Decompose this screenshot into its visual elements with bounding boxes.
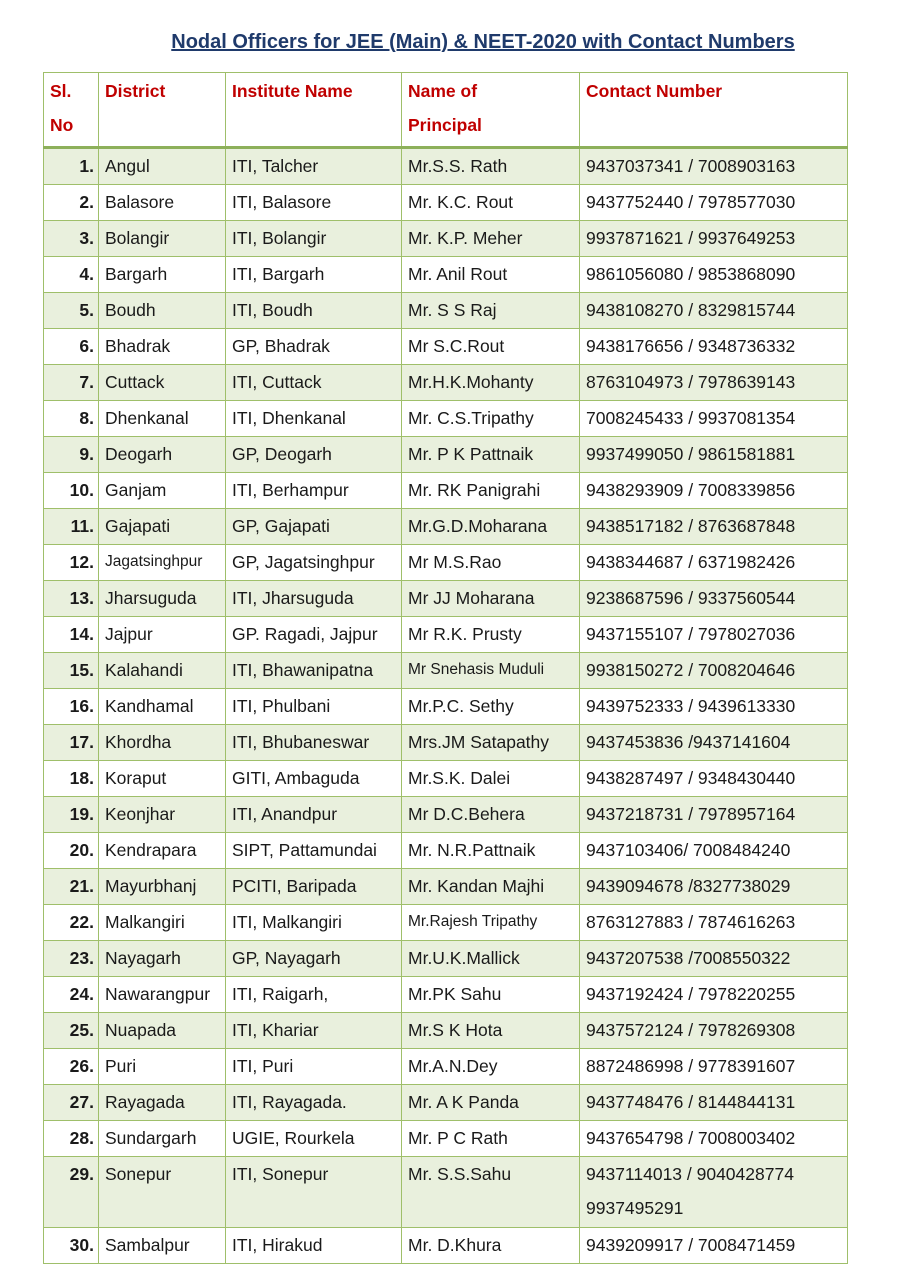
table-row: [44, 329, 848, 365]
row-principal: Mr.H.K.Mohanty: [402, 365, 580, 401]
row-sl-no: 27.: [44, 1085, 99, 1121]
row-contact: 9438517182 / 8763687848: [580, 509, 848, 545]
row-institute: ITI, Boudh: [226, 293, 402, 329]
row-institute: ITI, Puri: [226, 1049, 402, 1085]
row-district: Gajapati: [99, 509, 226, 545]
row-sl-no: 21.: [44, 869, 99, 905]
table-row: [44, 725, 848, 761]
row-contact: 9437192424 / 7978220255: [580, 977, 848, 1013]
table-row: [44, 761, 848, 797]
row-principal: Mr. N.R.Pattnaik: [402, 833, 580, 869]
row-principal: Mr Snehasis Muduli: [402, 653, 580, 689]
table-row: [44, 617, 848, 653]
header-principal-line1: Name of: [408, 81, 478, 101]
row-sl-no: 30.: [44, 1228, 99, 1264]
row-institute: ITI, Jharsuguda: [226, 581, 402, 617]
row-contact: 9861056080 / 9853868090: [580, 257, 848, 293]
table-row: [44, 1121, 848, 1157]
row-district: Rayagada: [99, 1085, 226, 1121]
nodal-officers-table: [43, 72, 848, 1264]
row-district: Cuttack: [99, 365, 226, 401]
row-contact: 9439752333 / 9439613330: [580, 689, 848, 725]
table-row: [44, 437, 848, 473]
row-principal: Mr.S.K. Dalei: [402, 761, 580, 797]
row-contact-extra: 9937495291: [586, 1198, 684, 1218]
header-principal-line2: Principal: [408, 115, 482, 135]
row-institute: ITI, Rayagada.: [226, 1085, 402, 1121]
row-principal: Mr. S.S.Sahu: [402, 1157, 580, 1228]
row-district: Jajpur: [99, 617, 226, 653]
row-contact: 9437654798 / 7008003402: [580, 1121, 848, 1157]
row-district: Khordha: [99, 725, 226, 761]
row-principal: Mr. Kandan Majhi: [402, 869, 580, 905]
header-sl-line2: No: [50, 115, 74, 135]
row-sl-no: 17.: [44, 725, 99, 761]
table-body: [44, 148, 848, 1264]
row-contact: 9437453836 /9437141604: [580, 725, 848, 761]
row-institute: ITI, Bolangir: [226, 221, 402, 257]
row-sl-no: 16.: [44, 689, 99, 725]
row-sl-no: 1.: [44, 148, 99, 185]
table-row: [44, 185, 848, 221]
table-row: [44, 581, 848, 617]
row-sl-no: 6.: [44, 329, 99, 365]
row-district: Nawarangpur: [99, 977, 226, 1013]
row-principal: Mr. K.P. Meher: [402, 221, 580, 257]
row-institute: ITI, Balasore: [226, 185, 402, 221]
table-row: [44, 977, 848, 1013]
row-district: Mayurbhanj: [99, 869, 226, 905]
row-sl-no: 13.: [44, 581, 99, 617]
table-row: [44, 545, 848, 581]
row-sl-no: 3.: [44, 221, 99, 257]
row-institute: ITI, Hirakud: [226, 1228, 402, 1264]
row-district: Kendrapara: [99, 833, 226, 869]
table-row: [44, 1049, 848, 1085]
row-sl-no: 14.: [44, 617, 99, 653]
row-contact: 8872486998 / 9778391607: [580, 1049, 848, 1085]
row-contact: 9937871621 / 9937649253: [580, 221, 848, 257]
row-district: Bhadrak: [99, 329, 226, 365]
row-district: Dhenkanal: [99, 401, 226, 437]
row-principal: Mr. P K Pattnaik: [402, 437, 580, 473]
row-institute: ITI, Khariar: [226, 1013, 402, 1049]
row-principal: Mr. S S Raj: [402, 293, 580, 329]
row-district: Ganjam: [99, 473, 226, 509]
row-sl-no: 15.: [44, 653, 99, 689]
row-institute: GP. Ragadi, Jajpur: [226, 617, 402, 653]
header-principal: [402, 73, 580, 148]
table-row: [44, 869, 848, 905]
table-row: [44, 473, 848, 509]
table-row: [44, 1013, 848, 1049]
row-principal: Mr.PK Sahu: [402, 977, 580, 1013]
row-institute: GP, Deogarh: [226, 437, 402, 473]
header-sl-line1: Sl.: [50, 81, 72, 101]
row-sl-no: 12.: [44, 545, 99, 581]
row-contact: 7008245433 / 9937081354: [580, 401, 848, 437]
row-principal: Mr M.S.Rao: [402, 545, 580, 581]
row-contact: 9438176656 / 9348736332: [580, 329, 848, 365]
row-district: Angul: [99, 148, 226, 185]
row-sl-no: 18.: [44, 761, 99, 797]
row-institute: ITI, Dhenkanal: [226, 401, 402, 437]
row-contact: 9437037341 / 7008903163: [580, 148, 848, 185]
row-institute: ITI, Raigarh,: [226, 977, 402, 1013]
row-sl-no: 20.: [44, 833, 99, 869]
row-institute: SIPT, Pattamundai: [226, 833, 402, 869]
header-district: District: [99, 73, 226, 148]
row-institute: GITI, Ambaguda: [226, 761, 402, 797]
row-district: Nuapada: [99, 1013, 226, 1049]
row-district: Kalahandi: [99, 653, 226, 689]
row-institute: ITI, Bargarh: [226, 257, 402, 293]
row-institute: UGIE, Rourkela: [226, 1121, 402, 1157]
row-district: Sonepur: [99, 1157, 226, 1228]
row-contact: 9238687596 / 9337560544: [580, 581, 848, 617]
row-contact: 9938150272 / 7008204646: [580, 653, 848, 689]
row-district: Sambalpur: [99, 1228, 226, 1264]
row-contact: [580, 1157, 848, 1228]
row-district: Nayagarh: [99, 941, 226, 977]
row-sl-no: 28.: [44, 1121, 99, 1157]
row-contact: 9937499050 / 9861581881: [580, 437, 848, 473]
row-principal: Mr.G.D.Moharana: [402, 509, 580, 545]
row-district: Keonjhar: [99, 797, 226, 833]
row-principal: Mrs.JM Satapathy: [402, 725, 580, 761]
row-principal: Mr D.C.Behera: [402, 797, 580, 833]
row-district: Kandhamal: [99, 689, 226, 725]
row-principal: Mr.S.S. Rath: [402, 148, 580, 185]
table-row: [44, 941, 848, 977]
row-district: Koraput: [99, 761, 226, 797]
row-institute: GP, Nayagarh: [226, 941, 402, 977]
row-sl-no: 19.: [44, 797, 99, 833]
row-contact: 9438287497 / 9348430440: [580, 761, 848, 797]
row-district: Sundargarh: [99, 1121, 226, 1157]
row-principal: Mr. K.C. Rout: [402, 185, 580, 221]
table-row: [44, 401, 848, 437]
row-institute: PCITI, Baripada: [226, 869, 402, 905]
row-district: Malkangiri: [99, 905, 226, 941]
row-contact: 9437103406/ 7008484240: [580, 833, 848, 869]
table-row: [44, 905, 848, 941]
row-contact: 9438108270 / 8329815744: [580, 293, 848, 329]
row-sl-no: 25.: [44, 1013, 99, 1049]
row-sl-no: 26.: [44, 1049, 99, 1085]
row-principal: Mr. A K Panda: [402, 1085, 580, 1121]
row-district: Bolangir: [99, 221, 226, 257]
row-principal: Mr. D.Khura: [402, 1228, 580, 1264]
table-row: [44, 509, 848, 545]
row-district: Boudh: [99, 293, 226, 329]
row-district: Deogarh: [99, 437, 226, 473]
row-principal: Mr. RK Panigrahi: [402, 473, 580, 509]
row-sl-no: 24.: [44, 977, 99, 1013]
row-principal: Mr.S K Hota: [402, 1013, 580, 1049]
row-contact: 9438293909 / 7008339856: [580, 473, 848, 509]
row-sl-no: 23.: [44, 941, 99, 977]
row-contact: 9437748476 / 8144844131: [580, 1085, 848, 1121]
row-principal: Mr R.K. Prusty: [402, 617, 580, 653]
row-institute: GP, Jagatsinghpur: [226, 545, 402, 581]
row-district: Bargarh: [99, 257, 226, 293]
header-sl-no: [44, 73, 99, 148]
row-contact: 9439094678 /8327738029: [580, 869, 848, 905]
row-contact: 9439209917 / 7008471459: [580, 1228, 848, 1264]
table-row: [44, 1157, 848, 1228]
row-principal: Mr.A.N.Dey: [402, 1049, 580, 1085]
row-institute: ITI, Anandpur: [226, 797, 402, 833]
table-row: [44, 293, 848, 329]
row-sl-no: 4.: [44, 257, 99, 293]
row-principal: Mr. C.S.Tripathy: [402, 401, 580, 437]
row-institute: ITI, Phulbani: [226, 689, 402, 725]
row-institute: ITI, Malkangiri: [226, 905, 402, 941]
row-contact-primary: 9437114013 / 9040428774: [586, 1164, 794, 1184]
row-principal: Mr.P.C. Sethy: [402, 689, 580, 725]
row-sl-no: 22.: [44, 905, 99, 941]
row-sl-no: 9.: [44, 437, 99, 473]
table-row: [44, 653, 848, 689]
row-principal: Mr S.C.Rout: [402, 329, 580, 365]
row-sl-no: 29.: [44, 1157, 99, 1228]
row-contact: 8763127883 / 7874616263: [580, 905, 848, 941]
row-principal: Mr.Rajesh Tripathy: [402, 905, 580, 941]
row-institute: ITI, Talcher: [226, 148, 402, 185]
row-principal: Mr.U.K.Mallick: [402, 941, 580, 977]
table-row: [44, 221, 848, 257]
row-contact: 9437218731 / 7978957164: [580, 797, 848, 833]
row-institute: ITI, Cuttack: [226, 365, 402, 401]
row-contact: 9437572124 / 7978269308: [580, 1013, 848, 1049]
header-contact: Contact Number: [580, 73, 848, 148]
row-institute: ITI, Bhawanipatna: [226, 653, 402, 689]
row-contact: 9437207538 /7008550322: [580, 941, 848, 977]
table-row: [44, 797, 848, 833]
row-district: Puri: [99, 1049, 226, 1085]
table-row: [44, 689, 848, 725]
row-institute: ITI, Berhampur: [226, 473, 402, 509]
table-row: [44, 365, 848, 401]
row-district: Jharsuguda: [99, 581, 226, 617]
row-contact: 9437752440 / 7978577030: [580, 185, 848, 221]
row-sl-no: 10.: [44, 473, 99, 509]
header-institute: Institute Name: [226, 73, 402, 148]
row-sl-no: 11.: [44, 509, 99, 545]
table-row: [44, 257, 848, 293]
table-row: [44, 1085, 848, 1121]
row-principal: Mr JJ Moharana: [402, 581, 580, 617]
table-header-row: [44, 73, 848, 148]
row-institute: ITI, Bhubaneswar: [226, 725, 402, 761]
table-row: [44, 148, 848, 185]
row-institute: GP, Bhadrak: [226, 329, 402, 365]
table-row: [44, 833, 848, 869]
row-principal: Mr. P C Rath: [402, 1121, 580, 1157]
row-institute: ITI, Sonepur: [226, 1157, 402, 1228]
row-sl-no: 5.: [44, 293, 99, 329]
row-contact: 9438344687 / 6371982426: [580, 545, 848, 581]
table-row: [44, 1228, 848, 1264]
row-principal: Mr. Anil Rout: [402, 257, 580, 293]
page-title: Nodal Officers for JEE (Main) & NEET-2020 with Contact Numbers: [171, 31, 795, 53]
row-sl-no: 7.: [44, 365, 99, 401]
row-district: Balasore: [99, 185, 226, 221]
row-district: Jagatsinghpur: [99, 545, 226, 581]
row-contact: 8763104973 / 7978639143: [580, 365, 848, 401]
row-sl-no: 8.: [44, 401, 99, 437]
row-contact: 9437155107 / 7978027036: [580, 617, 848, 653]
row-sl-no: 2.: [44, 185, 99, 221]
row-institute: GP, Gajapati: [226, 509, 402, 545]
